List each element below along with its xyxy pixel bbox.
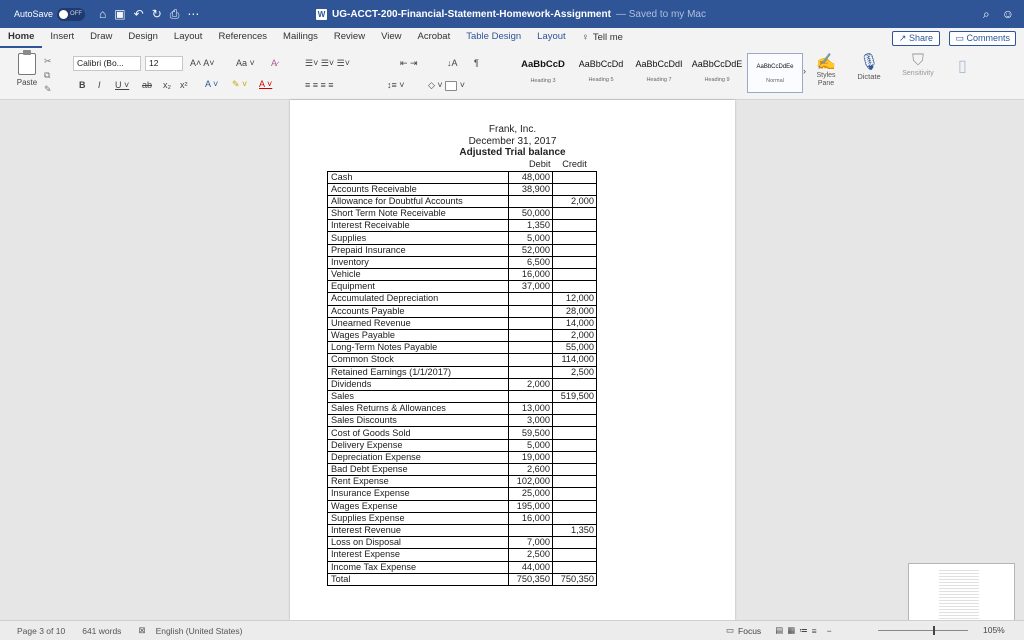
account-cell[interactable]: Long-Term Notes Payable (328, 342, 509, 354)
word-count[interactable]: 641 words (82, 625, 122, 636)
font-name-select[interactable] (73, 56, 141, 71)
debit-cell[interactable]: 750,350 (509, 573, 553, 585)
document-page[interactable] (290, 100, 735, 620)
style-heading-3[interactable] (515, 53, 571, 93)
account-cell[interactable]: Depreciation Expense (328, 451, 509, 463)
microphone-icon: 🎙 (858, 54, 880, 71)
undo-icon[interactable]: ↶ (133, 7, 144, 21)
style-heading-7[interactable] (631, 53, 687, 93)
tab-table-layout[interactable]: Layout (537, 31, 566, 42)
italic-button[interactable]: I (98, 80, 101, 90)
style-caption: Heading 9 (704, 77, 730, 83)
credit-cell[interactable] (553, 378, 597, 390)
debit-cell[interactable]: 50,000 (509, 208, 553, 220)
table-row[interactable] (328, 573, 597, 585)
table-row[interactable] (328, 171, 597, 183)
table-row[interactable] (328, 451, 597, 463)
account-cell[interactable]: Wages Payable (328, 329, 509, 341)
table-row[interactable] (328, 464, 597, 476)
account-cell[interactable]: Income Tax Expense (328, 561, 509, 573)
debit-cell[interactable] (509, 293, 553, 305)
account-cell[interactable]: Total (328, 573, 509, 585)
style-caption: Heading 3 (530, 78, 556, 84)
titlebar-right (983, 0, 1014, 28)
style-sample: AaBbCcDdEe (756, 64, 794, 70)
credit-cell[interactable] (553, 183, 597, 195)
account-cell[interactable]: Equipment (328, 281, 509, 293)
lightbulb-icon: ♀ (581, 32, 589, 43)
table-row[interactable] (328, 500, 597, 512)
account-cell[interactable]: Short Term Note Receivable (328, 208, 509, 220)
debit-cell[interactable]: 7,000 (509, 537, 553, 549)
tab-insert[interactable]: Insert (50, 31, 75, 42)
trial-balance-table[interactable] (327, 159, 597, 586)
company-name: Frank, Inc. (488, 124, 537, 135)
account-cell[interactable]: Vehicle (328, 269, 509, 281)
tab-table-design[interactable]: Table Design (466, 31, 522, 42)
style-normal[interactable] (747, 53, 803, 93)
word-icon: W (317, 9, 326, 19)
credit-cell[interactable]: 55,000 (553, 342, 597, 354)
credit-cell[interactable]: 2,000 (553, 195, 597, 207)
debit-cell[interactable] (509, 305, 553, 317)
account-cell[interactable]: Sales (328, 390, 509, 402)
debit-cell[interactable]: 48,000 (509, 171, 553, 183)
table-row[interactable] (328, 439, 597, 451)
account-cell[interactable]: Insurance Expense (328, 488, 509, 500)
table-row[interactable] (328, 488, 597, 500)
autosave-label: AutoSave (14, 9, 54, 19)
debit-cell[interactable]: 2,000 (509, 378, 553, 390)
account-cell[interactable]: Dividends (328, 378, 509, 390)
line-spacing-icon[interactable]: ↕≡ ˅ (387, 80, 405, 90)
change-case-button[interactable]: Aa ˅ (236, 58, 255, 68)
debit-cell[interactable]: 5,000 (509, 232, 553, 244)
ribbon-tabs (0, 28, 1024, 48)
styles-pane-label: Styles Pane (816, 72, 836, 87)
print-layout-icon[interactable]: ▤ (775, 625, 784, 635)
tab-draw[interactable]: Draw (90, 31, 113, 42)
debit-cell[interactable] (509, 317, 553, 329)
account-cell[interactable]: Interest Expense (328, 549, 509, 561)
table-row[interactable] (328, 281, 597, 293)
zoom-slider-knob[interactable] (933, 626, 935, 635)
table-row[interactable] (328, 561, 597, 573)
table-row[interactable] (328, 427, 597, 439)
table-row[interactable] (328, 208, 597, 220)
styles-pane-icon: ✍ (816, 54, 836, 71)
grow-shrink-font[interactable]: A˄ A˅ (190, 58, 215, 68)
account-cell[interactable]: Supplies (328, 232, 509, 244)
sensitivity-label: Sensitivity (902, 70, 934, 77)
credit-header: Credit (562, 159, 587, 170)
clipboard-tools (44, 54, 52, 96)
table-row[interactable] (328, 183, 597, 195)
tab-home[interactable]: Home (0, 28, 42, 48)
style-caption: Normal (766, 78, 784, 84)
font-color-icon[interactable]: A ˅ (259, 79, 273, 89)
font-size-select[interactable] (145, 56, 183, 71)
superscript-button[interactable]: x² (180, 80, 188, 90)
report-header (290, 124, 735, 159)
credit-cell[interactable] (553, 427, 597, 439)
style-heading-5[interactable] (573, 53, 629, 93)
table-row[interactable] (328, 256, 597, 268)
credit-cell[interactable] (553, 464, 597, 476)
table-row[interactable] (328, 378, 597, 390)
redo-icon[interactable]: ↻ (151, 7, 162, 21)
debit-cell[interactable]: 102,000 (509, 476, 553, 488)
table-row[interactable] (328, 220, 597, 232)
shading-icon[interactable]: ◇ ˅ ˅ (428, 80, 465, 90)
report-title: Adjusted Trial balance (459, 147, 566, 158)
zoom-slider[interactable] (878, 630, 968, 631)
document-name: UG-ACCT-200-Financial-Statement-Homework-Assignment (332, 8, 611, 20)
credit-cell[interactable]: 519,500 (553, 390, 597, 402)
tab-acrobat[interactable]: Acrobat (417, 31, 451, 42)
debit-cell[interactable]: 16,000 (509, 512, 553, 524)
credit-cell[interactable] (553, 232, 597, 244)
quick-access-toolbar (99, 7, 199, 22)
styles-gallery (515, 53, 803, 93)
credit-cell[interactable]: 2,000 (553, 329, 597, 341)
font-size-value: 12 (149, 58, 159, 68)
paste-label: Paste (16, 78, 38, 87)
account-cell[interactable]: Rent Expense (328, 476, 509, 488)
header-spacer (328, 159, 509, 171)
style-caption: Heading 7 (646, 77, 672, 83)
align-icons[interactable]: ≡ ≡ ≡ ≡ (305, 80, 334, 90)
account-icon[interactable]: ☺ (1001, 7, 1014, 21)
credit-cell[interactable] (553, 269, 597, 281)
saved-status[interactable]: — Saved to my Mac (615, 8, 706, 20)
document-canvas[interactable] (0, 100, 1024, 620)
tab-view[interactable]: View (381, 31, 402, 42)
account-cell[interactable]: Inventory (328, 256, 509, 268)
account-cell[interactable]: Accounts Receivable (328, 183, 509, 195)
credit-cell[interactable] (553, 439, 597, 451)
table-row[interactable] (328, 232, 597, 244)
debit-header: Debit (529, 159, 551, 170)
bullets-icon[interactable]: ☰˅ ☰˅ ☰˅ (305, 58, 350, 68)
debit-cell[interactable] (509, 524, 553, 536)
tab-design[interactable]: Design (128, 31, 158, 42)
debit-cell[interactable]: 2,600 (509, 464, 553, 476)
subscript-button[interactable]: x₂ (163, 80, 171, 90)
debit-cell[interactable] (509, 354, 553, 366)
text-effects-icon[interactable]: A ˅ (205, 79, 219, 89)
table-row[interactable] (328, 403, 597, 415)
tab-layout[interactable]: Layout (173, 31, 203, 42)
zoom-level[interactable]: 105% (983, 625, 1005, 635)
comments-button[interactable]: ▭ Comments (949, 31, 1016, 46)
search-icon[interactable]: ⌕ (983, 6, 990, 21)
debit-cell[interactable]: 16,000 (509, 269, 553, 281)
debit-cell[interactable] (509, 366, 553, 378)
account-cell[interactable]: Accounts Payable (328, 305, 509, 317)
style-sample: AaBbCcD (521, 59, 565, 70)
credit-cell[interactable] (553, 537, 597, 549)
table-row[interactable] (328, 342, 597, 354)
style-sample: AaBbCcDdI (635, 59, 683, 69)
tab-references[interactable]: References (218, 31, 268, 42)
account-cell[interactable]: Unearned Revenue (328, 317, 509, 329)
autosave-control[interactable] (14, 8, 85, 21)
style-caption: Heading 5 (588, 77, 614, 83)
debit-cell[interactable] (509, 329, 553, 341)
debit-cell[interactable]: 59,500 (509, 427, 553, 439)
account-cell[interactable]: Loss on Disposal (328, 537, 509, 549)
web-layout-icon[interactable]: ▦ (787, 625, 796, 635)
highlight-icon[interactable]: ✎ ˅ (232, 79, 248, 89)
account-cell[interactable]: Cash (328, 171, 509, 183)
account-cell[interactable]: Interest Revenue (328, 524, 509, 536)
editor-icon[interactable]: ▯ (958, 58, 967, 75)
paste-button[interactable] (10, 53, 44, 87)
draft-icon[interactable]: ≡ (811, 625, 817, 636)
credit-cell[interactable] (553, 561, 597, 573)
table-row[interactable] (328, 195, 597, 207)
strikethrough-button[interactable]: ab (142, 80, 153, 90)
debit-cell[interactable]: 38,900 (509, 183, 553, 195)
report-date: December 31, 2017 (468, 135, 557, 147)
table-row[interactable] (328, 329, 597, 341)
debit-cell[interactable]: 3,000 (509, 415, 553, 427)
autosave-state: OFF (70, 11, 83, 17)
account-cell[interactable]: Cost of Goods Sold (328, 427, 509, 439)
table-row[interactable] (328, 269, 597, 281)
account-cell[interactable]: Sales Returns & Allowances (328, 403, 509, 415)
debit-cell[interactable]: 5,000 (509, 439, 553, 451)
style-sample: AaBbCcDd (578, 59, 624, 69)
clear-format-icon[interactable]: A̷ (271, 58, 278, 68)
table-row[interactable] (328, 366, 597, 378)
styles-pane-button[interactable] (812, 52, 840, 88)
home-icon[interactable]: ⌂ (99, 7, 107, 21)
clipboard-icon (18, 53, 36, 75)
table-row[interactable] (328, 549, 597, 561)
table-row[interactable] (328, 476, 597, 488)
credit-cell[interactable]: 2,500 (553, 366, 597, 378)
tell-me-label: Tell me (592, 32, 623, 43)
account-cell[interactable]: Prepaid Insurance (328, 244, 509, 256)
credit-cell[interactable] (553, 208, 597, 220)
language-indicator[interactable]: English (United States) (155, 625, 243, 636)
format-painter-icon[interactable]: ✎ (44, 84, 52, 94)
account-cell[interactable]: Sales Discounts (328, 415, 509, 427)
table-row[interactable] (328, 415, 597, 427)
account-cell[interactable]: Interest Receivable (328, 220, 509, 232)
debit-cell[interactable]: 2,500 (509, 549, 553, 561)
table-row[interactable] (328, 354, 597, 366)
table-row[interactable] (328, 390, 597, 402)
debit-cell[interactable]: 19,000 (509, 451, 553, 463)
account-cell[interactable]: Wages Expense (328, 500, 509, 512)
debit-cell[interactable]: 25,000 (509, 488, 553, 500)
account-cell[interactable]: Common Stock (328, 354, 509, 366)
sensitivity-icon: ⛉ (911, 52, 924, 69)
debit-cell[interactable]: 6,500 (509, 256, 553, 268)
debit-cell[interactable]: 37,000 (509, 281, 553, 293)
table-header-row (328, 159, 597, 171)
zoom-out-icon[interactable]: − (826, 625, 832, 636)
debit-cell[interactable]: 1,350 (509, 220, 553, 232)
account-cell[interactable]: Bad Debt Expense (328, 464, 509, 476)
styles-scroll-icon[interactable]: › (803, 66, 806, 76)
tab-mailings[interactable]: Mailings (283, 31, 318, 42)
credit-cell[interactable]: 14,000 (553, 317, 597, 329)
account-cell[interactable]: Delivery Expense (328, 439, 509, 451)
credit-cell[interactable]: 1,350 (553, 524, 597, 536)
debit-cell[interactable]: 44,000 (509, 561, 553, 573)
credit-cell[interactable] (553, 549, 597, 561)
sensitivity-button[interactable] (896, 52, 940, 77)
share-label: Share (908, 33, 933, 43)
autosave-toggle[interactable] (57, 8, 85, 21)
credit-cell[interactable] (553, 244, 597, 256)
account-cell[interactable]: Retained Earnings (1/1/2017) (328, 366, 509, 378)
credit-cell[interactable] (553, 171, 597, 183)
debit-cell[interactable] (509, 390, 553, 402)
account-cell[interactable]: Supplies Expense (328, 512, 509, 524)
credit-cell[interactable] (553, 403, 597, 415)
dictate-label: Dictate (857, 72, 881, 81)
credit-cell[interactable] (553, 451, 597, 463)
pilcrow-icon[interactable]: ¶ (474, 58, 479, 68)
table-row[interactable] (328, 512, 597, 524)
focus-button[interactable] (726, 625, 832, 636)
copy-icon[interactable]: ⧉ (44, 70, 51, 80)
debit-cell[interactable] (509, 195, 553, 207)
print-icon[interactable]: ⎙ (169, 6, 180, 21)
credit-cell[interactable]: 12,000 (553, 293, 597, 305)
tab-review[interactable]: Review (333, 31, 366, 42)
account-cell[interactable]: Accumulated Depreciation (328, 293, 509, 305)
credit-cell[interactable] (553, 281, 597, 293)
comments-label: Comments (966, 33, 1010, 43)
credit-cell[interactable] (553, 476, 597, 488)
table-row[interactable] (328, 317, 597, 329)
proofing-icon[interactable]: ⊠ (138, 625, 146, 635)
indent-icons[interactable]: ⇤ ⇥ (400, 58, 418, 68)
dictate-button[interactable] (852, 52, 886, 81)
credit-cell[interactable] (553, 220, 597, 232)
credit-cell[interactable] (553, 512, 597, 524)
debit-cell[interactable]: 195,000 (509, 500, 553, 512)
credit-cell[interactable] (553, 256, 597, 268)
sort-icon[interactable]: ↓A (447, 58, 458, 68)
style-heading-9[interactable] (689, 53, 745, 93)
cut-icon[interactable]: ✂ (44, 56, 52, 66)
status-bar (0, 620, 1024, 640)
table-row[interactable] (328, 524, 597, 536)
focus-label: Focus (738, 625, 762, 636)
document-title (316, 0, 706, 28)
style-sample: AaBbCcDdE (691, 59, 743, 69)
save-icon[interactable]: ▣ (114, 7, 126, 21)
bold-button[interactable]: B (79, 80, 86, 90)
focus-icon: ▭ (726, 625, 735, 635)
credit-cell[interactable] (553, 488, 597, 500)
debit-cell[interactable]: 52,000 (509, 244, 553, 256)
tell-me[interactable] (574, 28, 631, 48)
share-button[interactable]: ↗ Share (892, 31, 940, 46)
title-bar (0, 0, 1024, 28)
debit-cell[interactable] (509, 342, 553, 354)
font-name-value: Calibri (Bo... (77, 58, 124, 68)
outline-icon[interactable]: ≔ (799, 625, 808, 635)
credit-cell[interactable]: 114,000 (553, 354, 597, 366)
credit-cell[interactable]: 750,350 (553, 573, 597, 585)
credit-cell[interactable] (553, 500, 597, 512)
underline-button[interactable]: U ˅ (115, 80, 130, 90)
table-row[interactable] (328, 537, 597, 549)
page-count[interactable]: Page 3 of 10 (17, 625, 66, 636)
credit-cell[interactable]: 28,000 (553, 305, 597, 317)
credit-cell[interactable] (553, 415, 597, 427)
table-row[interactable] (328, 305, 597, 317)
table-row[interactable] (328, 293, 597, 305)
account-cell[interactable]: Allowance for Doubtful Accounts (328, 195, 509, 207)
more-icon[interactable]: ⋯ (187, 7, 200, 21)
table-row[interactable] (328, 244, 597, 256)
debit-cell[interactable]: 13,000 (509, 403, 553, 415)
